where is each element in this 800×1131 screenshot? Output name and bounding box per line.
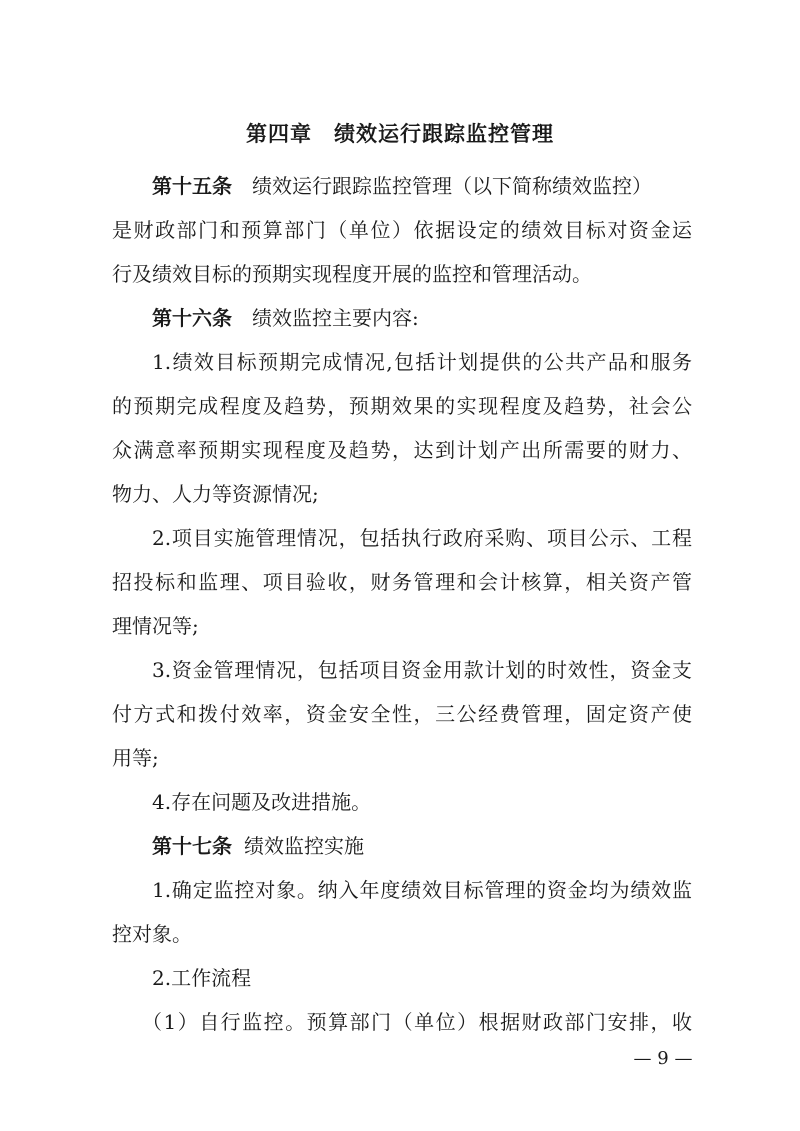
article-16-text: 绩效监控主要内容: [252,306,419,330]
article-16-item-3-line-3: 用等; [112,746,159,770]
article-15-label: 第十五条 [152,174,232,198]
article-15-line-2: 是财政部门和预算部门（单位）依据设定的绩效目标对资金运 [112,218,692,242]
article-15-line-3: 行及绩效目标的预期实现程度开展的监控和管理活动。 [112,262,592,286]
article-17-text: 绩效监控实施 [244,834,364,858]
article-16-item-4: 4.存在问题及改进措施。 [152,790,372,814]
article-17-first-line [152,831,692,861]
article-16-label: 第十六条 [152,306,232,330]
article-16-item-3-line-1: 3.资金管理情况，包括项目资金用款计划的时效性，资金支 [152,658,692,682]
article-16-item-1-line-2: 的预期完成程度及趋势，预期效果的实现程度及趋势，社会公 [112,394,692,418]
article-15-text: 绩效运行跟踪监控管理（以下简称绩效监控） [252,174,652,198]
article-16-item-2-line-1: 2.项目实施管理情况，包括执行政府采购、项目公示、工程 [152,526,692,550]
article-17-label: 第十七条 [152,834,232,858]
article-17-item-2: 2.工作流程 [152,966,252,990]
article-17-item-1-line-2: 控对象。 [112,922,192,946]
chapter-title: 第四章 绩效运行跟踪监控管理 [246,122,554,146]
article-16-item-2-line-2: 招投标和监理、项目验收，财务管理和会计核算，相关资产管 [112,570,692,594]
article-16-item-1-line-3: 众满意率预期实现程度及趋势，达到计划产出所需要的财力、 [112,438,692,462]
article-16-item-3-line-2: 付方式和拨付效率，资金安全性，三公经费管理，固定资产使 [112,702,692,726]
article-16-first-line [152,303,692,333]
article-15-first-line [152,171,692,201]
article-17-item-3: （1）自行监控。预算部门（单位）根据财政部门安排，收 [142,1010,692,1034]
article-16-item-1-line-4: 物力、人力等资源情况; [112,482,319,506]
page-number: — 9 — [633,1048,693,1069]
article-16-item-2-line-3: 理情况等; [112,614,199,638]
article-17-item-1-line-1: 1.确定监控对象。纳入年度绩效目标管理的资金均为绩效监 [152,878,692,902]
article-16-item-1-line-1: 1.绩效目标预期完成情况,包括计划提供的公共产品和服务 [152,350,692,374]
